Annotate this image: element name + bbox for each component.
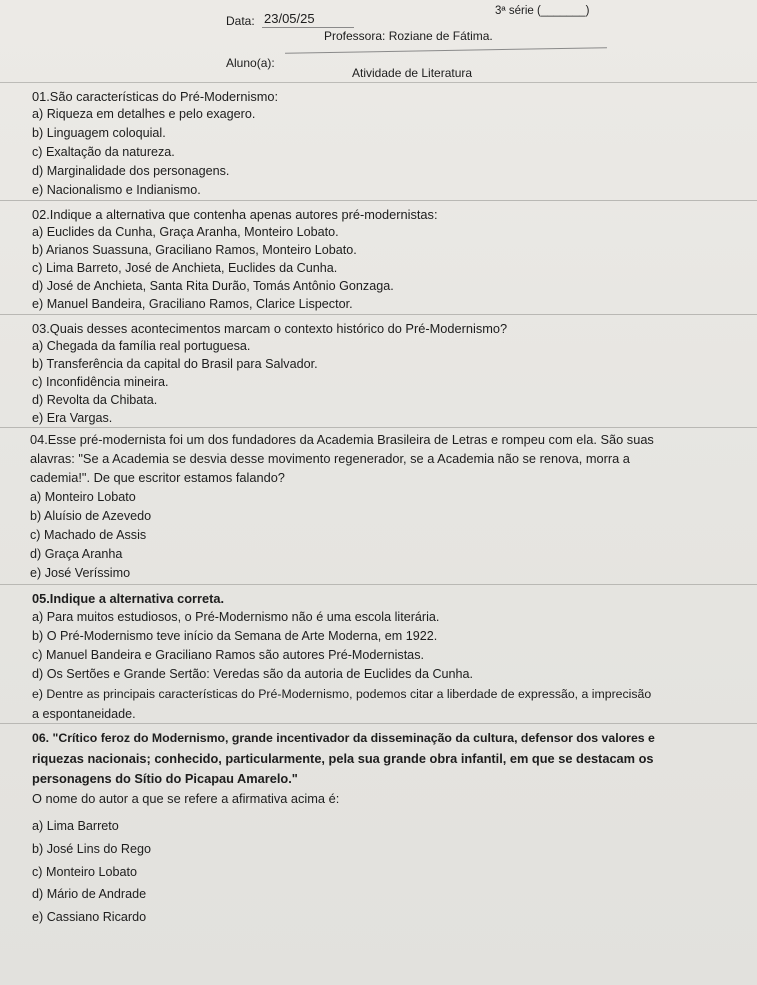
option-e: e) Manuel Bandeira, Graciliano Ramos, Clarice Lispector.: [32, 297, 353, 311]
option-d: d) Mário de Andrade: [32, 887, 147, 901]
option-b: b) Linguagem coloquial.: [32, 126, 166, 140]
option-d: d) Marginalidade dos personagens.: [32, 164, 230, 178]
option-a: a) Riqueza em detalhes e pelo exagero.: [32, 107, 256, 121]
question-text: personagens do Sítio do Picapau Amarelo.": [32, 771, 298, 786]
option-a: a) Para muitos estudiosos, o Pré-Modernismo não é uma escola literária.: [32, 610, 440, 624]
option-c: c) Machado de Assis: [30, 528, 147, 542]
question-text: 04.Esse pré-modernista foi um dos fundadores da Academia Brasileira de Letras e rompeu com ela. São suas: [30, 432, 654, 447]
option-e: e) Nacionalismo e Indianismo.: [32, 183, 201, 197]
option-d: d) Os Sertões e Grande Sertão: Veredas são da autoria de Euclides da Cunha.: [32, 667, 474, 681]
question-text: 01.São características do Pré-Modernismo:: [32, 89, 279, 104]
option-e: e) Cassiano Ricardo: [32, 910, 147, 924]
option-b: b) Transferência da capital do Brasil para Salvador.: [32, 357, 318, 371]
question-text: 05.Indique a alternativa correta.: [32, 591, 225, 606]
question-text: 06. "Crítico feroz do Modernismo, grande incentivador da disseminação da cultura, defensor dos valores e: [32, 731, 655, 745]
question-text: 02.Indique a alternativa que contenha apenas autores pré-modernistas:: [32, 207, 438, 222]
option-c: c) Lima Barreto, José de Anchieta, Euclides da Cunha.: [32, 261, 338, 275]
divider: [0, 427, 757, 428]
divider: [0, 723, 757, 724]
option-a: a) Monteiro Lobato: [30, 490, 136, 504]
option-d: d) José de Anchieta, Santa Rita Durão, Tomás Antônio Gonzaga.: [32, 279, 394, 293]
option-e: e) Era Vargas.: [32, 411, 113, 425]
divider: [0, 584, 757, 585]
option-c: c) Exaltação da natureza.: [32, 145, 175, 159]
student-label: Aluno(a):: [226, 56, 275, 70]
date-line: [262, 27, 354, 28]
series-label: 3ª série (_______): [495, 5, 590, 17]
option-d: d) Revolta da Chibata.: [32, 393, 158, 407]
option-a: a) Lima Barreto: [32, 819, 119, 833]
date-label: Data:: [226, 14, 255, 28]
question-text: alavras: "Se a Academia se desvia desse movimento regenerador, se a Academia não se renova, morra a: [30, 451, 630, 466]
date-value: 23/05/25: [264, 11, 315, 26]
option-b: b) José Lins do Rego: [32, 842, 152, 856]
student-name-line: [285, 47, 607, 54]
question-text: 03.Quais desses acontecimentos marcam o contexto histórico do Pré-Modernismo?: [32, 321, 508, 336]
option-e-continued: a espontaneidade.: [32, 707, 136, 721]
question-text: riquezas nacionais; conhecido, particularmente, pela sua grande obra infantil, em que se destacam os: [32, 751, 654, 766]
question-text: cademia!". De que escritor estamos falando?: [30, 470, 285, 485]
option-c: c) Monteiro Lobato: [32, 865, 138, 879]
option-a: a) Euclides da Cunha, Graça Aranha, Monteiro Lobato.: [32, 225, 339, 239]
question-text: O nome do autor a que se refere a afirmativa acima é:: [32, 791, 340, 806]
header-bottom-line: [0, 82, 757, 83]
option-c: c) Inconfidência mineira.: [32, 375, 169, 389]
activity-title: Atividade de Literatura: [352, 66, 473, 80]
option-b: b) Aluísio de Azevedo: [30, 509, 152, 523]
option-d: d) Graça Aranha: [30, 547, 123, 561]
option-a: a) Chegada da família real portuguesa.: [32, 339, 251, 353]
option-c: c) Manuel Bandeira e Graciliano Ramos são autores Pré-Modernistas.: [32, 648, 424, 662]
option-e: e) José Veríssimo: [30, 566, 131, 580]
option-b: b) Arianos Suassuna, Graciliano Ramos, Monteiro Lobato.: [32, 243, 357, 257]
divider: [0, 314, 757, 315]
option-b: b) O Pré-Modernismo teve início da Semana de Arte Moderna, em 1922.: [32, 629, 438, 643]
option-e: e) Dentre as principais características do Pré-Modernismo, podemos citar a liberdade de expressão, a imprecisão: [32, 687, 652, 701]
teacher-name: Professora: Roziane de Fátima.: [324, 29, 493, 43]
divider: [0, 200, 757, 201]
